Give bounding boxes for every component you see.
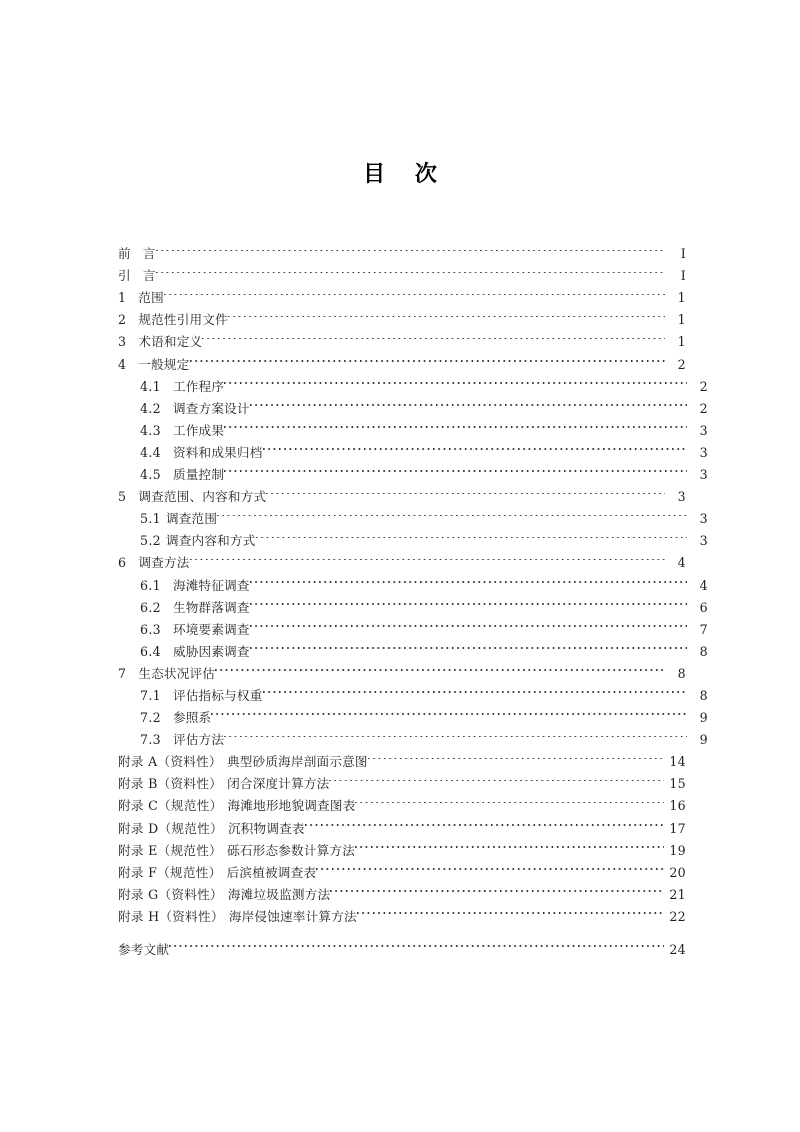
toc-entry-page-number: 3 — [699, 533, 708, 549]
toc-dot-leader — [224, 369, 687, 391]
toc-entry-number: 6.1 — [140, 577, 161, 593]
toc-dot-leader — [164, 280, 665, 302]
toc-entry[interactable] — [118, 369, 708, 394]
toc-entry[interactable] — [118, 567, 708, 593]
toc-entry-number: 附录 G（资料性） — [118, 886, 223, 902]
page-title: 目 次 — [363, 162, 448, 187]
toc-entry-page-number: 15 — [669, 776, 686, 792]
toc-entry-number: 2 — [118, 312, 127, 328]
toc-entry-label: 言 — [142, 246, 156, 262]
toc-entry-page-number: I — [680, 268, 686, 284]
toc-entry-page-number: 1 — [677, 334, 686, 350]
toc-dot-leader — [256, 523, 688, 545]
toc-dot-leader — [202, 324, 665, 346]
toc-dot-leader — [156, 258, 665, 280]
toc-entry-number: 附录 D（规范性） — [118, 820, 223, 836]
toc-entry-label: 海岸侵蚀速率计算方法 — [228, 908, 357, 924]
toc-entry-label: 典型砂质海岸剖面示意图 — [226, 754, 368, 770]
toc-entry-number: 6.4 — [140, 643, 161, 659]
toc-entry-number: 6.3 — [140, 621, 161, 637]
toc-entry-number: 附录 A（资料性） — [118, 754, 222, 770]
toc-entry-page-number: 3 — [699, 511, 708, 527]
toc-entry-number: 1 — [118, 290, 127, 306]
toc-entry-page-number: 19 — [669, 842, 686, 858]
toc-entry-number: 附录 E（规范性） — [118, 842, 223, 858]
toc-dot-leader — [355, 833, 664, 855]
toc-entry-page-number: 7 — [699, 621, 708, 637]
toc-entry-number: 6.2 — [140, 599, 161, 615]
toc-entry-label: 工作成果 — [172, 422, 225, 438]
toc-entry-page-number: 8 — [699, 687, 708, 703]
toc-entry-number: 4.4 — [140, 444, 161, 460]
toc-entry-page-number: 3 — [699, 444, 708, 460]
toc-entry-page-number: 6 — [699, 599, 708, 615]
toc-entry-label: 海滩特征调查 — [172, 577, 250, 593]
toc-entry-page-number: 8 — [699, 643, 708, 659]
toc-dot-leader — [250, 634, 687, 656]
toc-entry-number: 附录 B（资料性） — [118, 776, 223, 792]
toc-entry-label: 参考文献 — [118, 942, 170, 957]
toc-entry-page-number: 9 — [699, 710, 708, 726]
toc-entry-label: 评估指标与权重 — [172, 687, 263, 703]
toc-dot-leader — [329, 766, 664, 788]
toc-entry-label: 参照系 — [172, 710, 212, 726]
toc-entry-page-number: 8 — [677, 665, 686, 681]
toc-entry-page-number: 3 — [699, 422, 708, 438]
toc-entry-number: 前 — [118, 246, 131, 262]
toc-dot-leader — [169, 932, 664, 954]
toc-dot-leader — [330, 877, 664, 899]
toc-entry-page-number: I — [680, 246, 686, 262]
toc-entry-label: 闭合深度计算方法 — [227, 776, 330, 792]
toc-entry-page-number: 3 — [677, 489, 686, 505]
toc-dot-leader — [305, 810, 665, 832]
toc-entry[interactable] — [118, 932, 686, 957]
toc-entry-number: 7.2 — [140, 710, 161, 726]
toc-dot-leader — [263, 435, 688, 457]
toc-entry-number: 5.1 — [140, 511, 161, 527]
toc-entry[interactable] — [118, 280, 686, 306]
toc-dot-leader — [224, 457, 687, 479]
toc-dot-leader — [250, 612, 687, 634]
toc-entry-number: 3 — [118, 334, 127, 350]
toc-entry-label: 环境要素调查 — [172, 621, 250, 637]
toc-entry-number: 6 — [118, 555, 127, 571]
toc-dot-leader — [355, 788, 664, 810]
toc-entry-label: 质量控制 — [172, 467, 225, 483]
toc-entry-number: 4.3 — [140, 422, 161, 438]
toc-entry-label: 一般规定 — [138, 356, 190, 372]
toc-entry-label: 沉积物调查表 — [227, 820, 305, 836]
toc-entry-label: 海滩地形地貌调查图表 — [227, 798, 356, 814]
toc-entry-label: 调查方法 — [138, 555, 190, 571]
toc-dot-leader — [215, 656, 665, 678]
toc-entry-number: 5.2 — [140, 533, 161, 549]
toc-entry-number: 附录 C（规范性） — [118, 798, 223, 814]
toc-entry-number: 4 — [118, 356, 127, 372]
toc-entry-page-number: 24 — [669, 942, 686, 957]
toc-entry-label: 生物群落调查 — [172, 599, 250, 615]
toc-entry-label: 工作程序 — [172, 378, 225, 394]
toc-entry[interactable] — [118, 545, 686, 571]
toc-entry[interactable] — [118, 324, 686, 350]
toc-entry-label: 调查范围、内容和方式 — [138, 489, 267, 505]
toc-entry-page-number: 4 — [677, 555, 686, 571]
toc-dot-leader — [224, 413, 687, 435]
toc-entry-number: 4.2 — [140, 400, 161, 416]
toc-entry-page-number: 3 — [699, 467, 708, 483]
toc-entry-number: 4.1 — [140, 378, 161, 394]
toc-entry-number: 7.1 — [140, 687, 161, 703]
table-of-contents — [118, 236, 708, 957]
toc-entry-page-number: 14 — [669, 754, 686, 770]
toc-entry-number: 4.5 — [140, 467, 161, 483]
toc-entry-label: 范围 — [138, 290, 164, 306]
toc-entry-label: 评估方法 — [172, 732, 225, 748]
toc-entry-label: 调查范围 — [165, 511, 218, 527]
toc-entry[interactable] — [118, 258, 686, 284]
toc-entry-number: 7 — [118, 665, 127, 681]
toc-entry-page-number: 17 — [669, 820, 686, 836]
toc-entry-page-number: 16 — [669, 798, 686, 814]
toc-entry-label: 海滩垃圾监测方法 — [227, 886, 331, 902]
toc-entry-number: 5 — [118, 489, 127, 505]
toc-entry-page-number: 2 — [677, 356, 686, 372]
toc-entry-label: 调查内容和方式 — [165, 533, 256, 549]
toc-dot-leader — [250, 590, 687, 612]
toc-entry-page-number: 1 — [677, 312, 686, 328]
toc-dot-leader — [217, 501, 687, 523]
toc-entry-page-number: 4 — [699, 577, 708, 593]
toc-entry[interactable] — [118, 302, 686, 328]
toc-dot-leader — [156, 236, 665, 258]
toc-dot-leader — [228, 302, 665, 324]
toc-dot-leader — [368, 744, 665, 766]
toc-entry-page-number: 20 — [669, 864, 686, 880]
toc-entry[interactable] — [118, 346, 686, 372]
toc-entry-page-number: 9 — [699, 732, 708, 748]
toc-entry-label: 资料和成果归档 — [172, 444, 263, 460]
toc-entry-page-number: 2 — [699, 378, 708, 394]
toc-dot-leader — [250, 567, 687, 589]
toc-entry[interactable] — [118, 236, 686, 262]
toc-entry-label: 言 — [142, 268, 156, 284]
toc-dot-leader — [250, 391, 687, 413]
toc-entry-label: 威胁因素调查 — [172, 643, 250, 659]
toc-dot-leader — [190, 346, 665, 368]
toc-entry-label: 规范性引用文件 — [138, 312, 228, 328]
toc-entry-number: 附录 F（规范性） — [118, 864, 222, 880]
toc-entry-page-number: 1 — [677, 290, 686, 306]
toc-entry-number: 附录 H（资料性） — [118, 908, 224, 924]
toc-entry-page-number: 2 — [699, 400, 708, 416]
toc-dot-leader — [190, 545, 665, 567]
toc-entry-number: 7.3 — [140, 732, 161, 748]
toc-entry-page-number: 22 — [669, 908, 686, 924]
toc-entry-label: 砾石形态参数计算方法 — [227, 842, 355, 858]
toc-dot-leader — [224, 722, 687, 744]
toc-dot-leader — [263, 678, 688, 700]
toc-entry-label: 生态状况评估 — [138, 665, 216, 681]
toc-entry-label: 调查方案设计 — [172, 400, 250, 416]
toc-entry-label: 后滨植被调查表 — [226, 864, 317, 880]
toc-dot-leader — [211, 700, 687, 722]
toc-entry-label: 术语和定义 — [138, 334, 203, 350]
toc-dot-leader — [316, 855, 664, 877]
toc-entry-page-number: 21 — [669, 886, 686, 902]
toc-dot-leader — [266, 479, 665, 501]
toc-entry-number: 引 — [118, 268, 131, 284]
toc-dot-leader — [357, 899, 665, 921]
